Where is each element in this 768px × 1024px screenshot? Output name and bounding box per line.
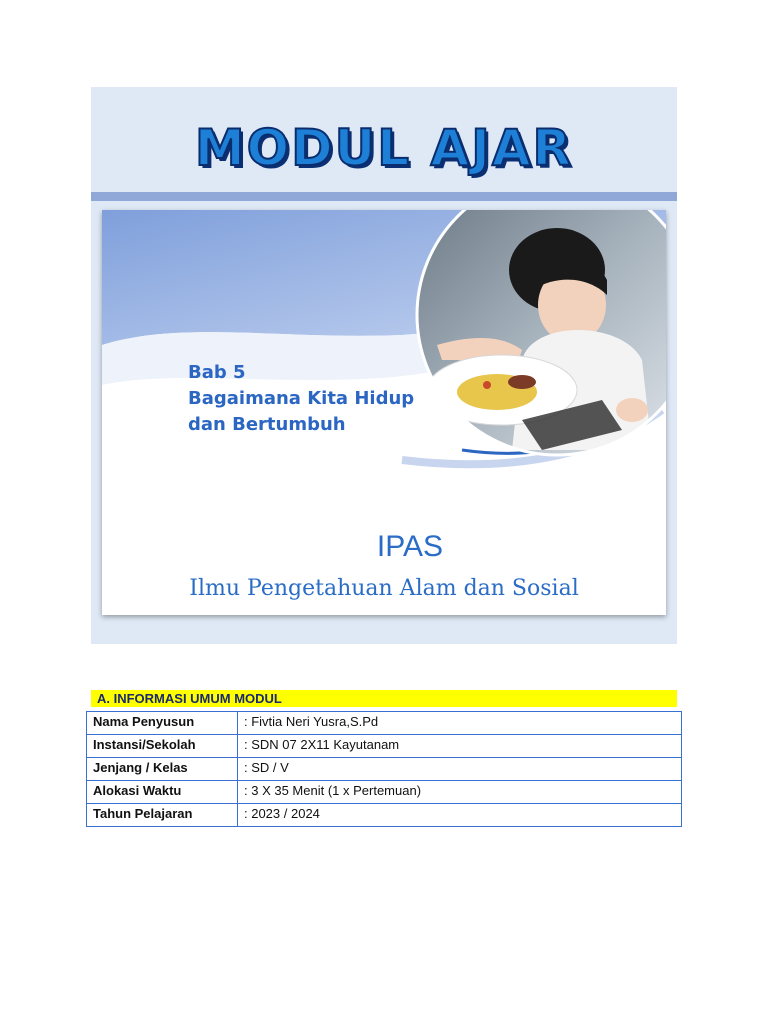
- row-value: : SDN 07 2X11 Kayutanam: [238, 735, 682, 758]
- table-row: [87, 804, 682, 827]
- row-label: Jenjang / Kelas: [87, 758, 238, 781]
- row-value: : SD / V: [238, 758, 682, 781]
- section-heading-text: A. INFORMASI UMUM MODUL: [97, 691, 282, 706]
- cover-title-wrap: [91, 118, 677, 178]
- cover-card: [102, 210, 666, 615]
- chapter-title-line-1: Bagaimana Kita Hidup: [188, 388, 415, 409]
- subject-abbrev: IPAS: [376, 530, 444, 563]
- row-label: Tahun Pelajaran: [87, 804, 238, 827]
- row-label: Nama Penyusun: [87, 712, 238, 735]
- chapter-title-line-2: dan Bertumbuh: [188, 414, 346, 435]
- section-heading: [91, 690, 677, 707]
- cover-stripe: [91, 192, 677, 201]
- table-row: [87, 712, 682, 735]
- subject-title: [102, 530, 666, 564]
- row-value: : 3 X 35 Menit (1 x Pertemuan): [238, 781, 682, 804]
- subject-full-name: Ilmu Pengetahuan Alam dan Sosial: [189, 576, 579, 601]
- table-row: [87, 781, 682, 804]
- cover-title: MODUL AJAR: [194, 119, 574, 177]
- table-row: [87, 735, 682, 758]
- row-value: : Fivtia Neri Yusra,S.Pd: [238, 712, 682, 735]
- chapter-heading: [188, 360, 414, 438]
- row-label: Alokasi Waktu: [87, 781, 238, 804]
- row-label: Instansi/Sekolah: [87, 735, 238, 758]
- chapter-number: Bab 5: [188, 362, 246, 383]
- row-value: : 2023 / 2024: [238, 804, 682, 827]
- info-table: [86, 711, 682, 827]
- table-row: [87, 758, 682, 781]
